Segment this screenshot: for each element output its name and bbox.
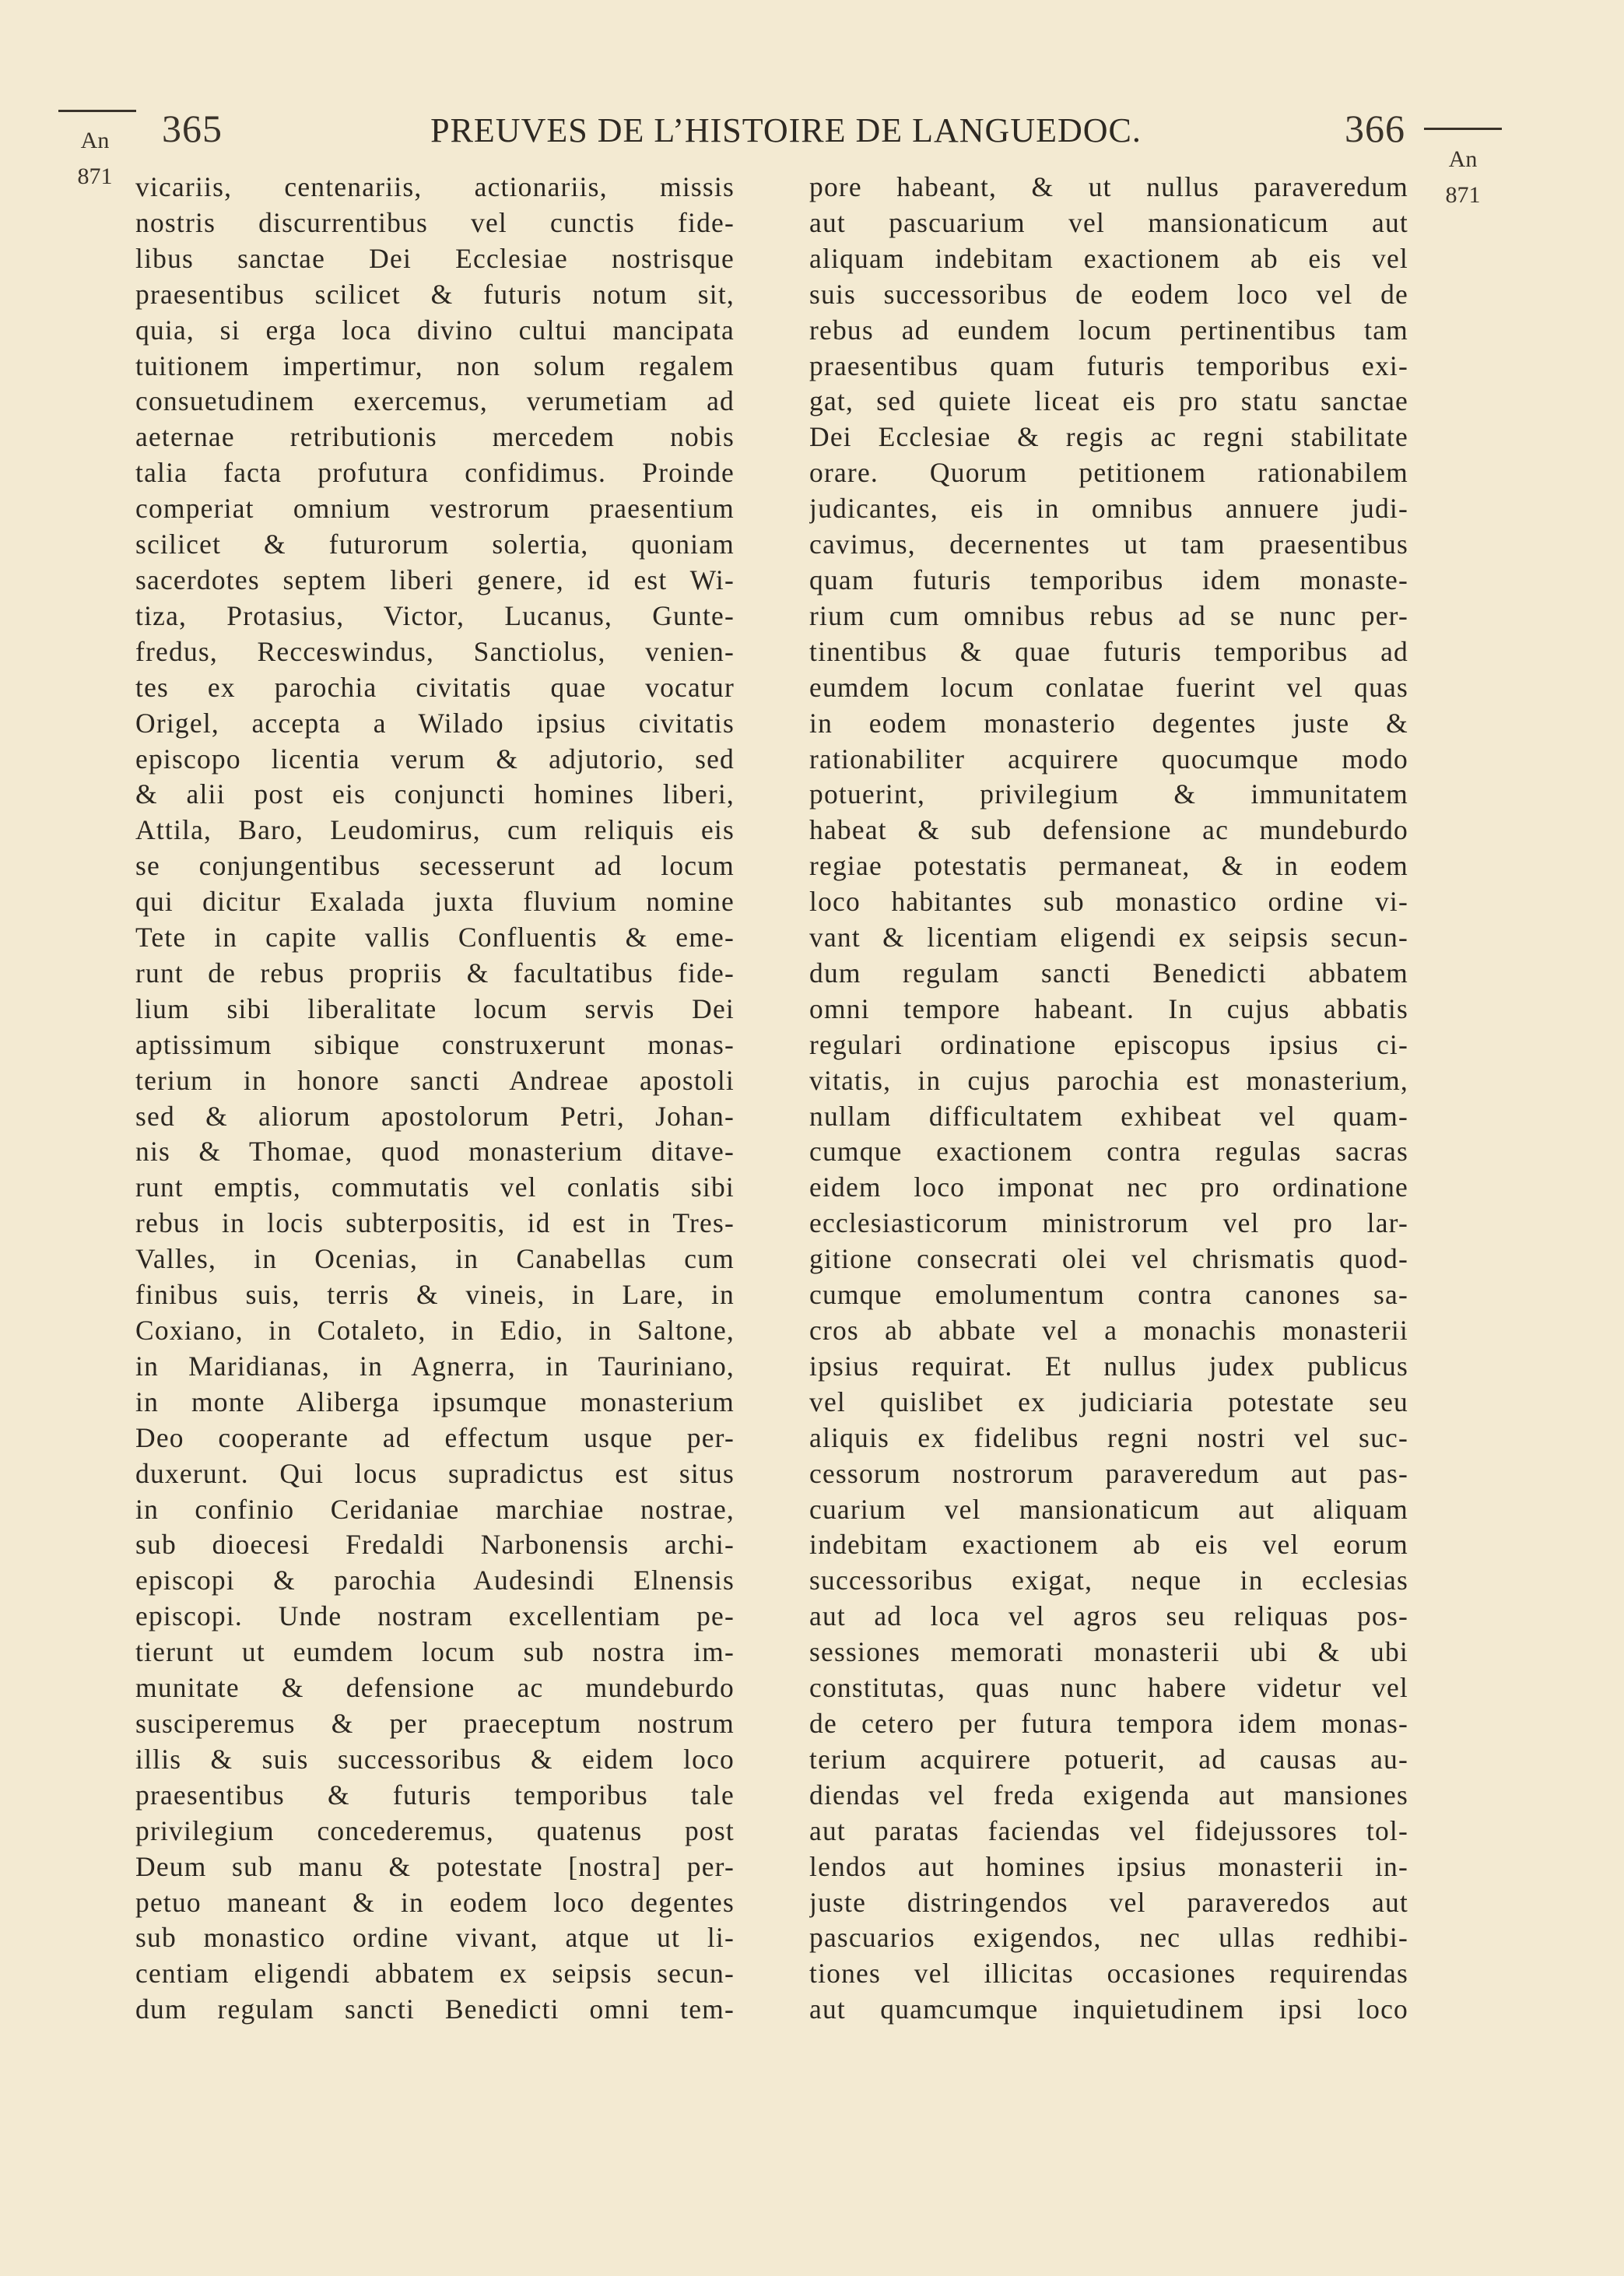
text-line: tuitionem impertimur, non solum regalem (135, 349, 735, 381)
text-line: duxerunt. Qui locus supradictus est situs (135, 1457, 735, 1489)
text-line: praesentibus quam futuris temporibus exi- (809, 349, 1408, 381)
right-margin-label: An (1448, 146, 1478, 172)
text-line: in Maridianas, in Agnerra, in Tauriniano, (135, 1350, 735, 1382)
text-line: scilicet & futurorum solertia, quoniam (135, 529, 735, 560)
text-line: rationabiliter acquirere quocumque modo (809, 743, 1408, 774)
text-line: judicantes, eis in omnibus annuere judi- (809, 493, 1408, 525)
text-line: se conjungentibus secesserunt ad locum (135, 850, 735, 882)
text-line: aliquam indebitam exactionem ab eis vel (809, 242, 1408, 274)
text-line: qui dicitur Exalada juxta fluvium nomine (135, 886, 735, 918)
text-line: nostris discurrentibus vel cunctis fide- (135, 206, 735, 238)
running-title: PREUVES DE L’HISTOIRE DE LANGUEDOC. (430, 111, 1142, 149)
text-line: centiam eligendi abbatem ex seipsis secun- (135, 1958, 735, 1990)
left-margin-year: 871 (77, 163, 113, 189)
text-line: Coxiano, in Cotaleto, in Edio, in Saltone, (135, 1315, 735, 1346)
text-line: rium cum omnibus rebus ad se nunc per- (809, 599, 1408, 631)
left-margin-label: An (80, 128, 110, 153)
text-line: Valles, in Ocenias, in Canabellas cum (135, 1243, 735, 1275)
text-line: nullam difficultatem exhibeat vel quam- (809, 1100, 1408, 1132)
text-line: Deum sub manu & potestate [nostra] per- (135, 1850, 735, 1882)
text-line: episcopo licentia verum & adjutorio, sed (135, 743, 735, 774)
text-line: eidem loco imponat nec pro ordinatione (809, 1171, 1408, 1203)
text-line: gitione consecrati olei vel chrismatis quod- (809, 1243, 1408, 1275)
text-line: susciperemus & per praeceptum nostrum (135, 1707, 735, 1739)
text-line: suis successoribus de eodem loco vel de (809, 278, 1408, 310)
text-line: & alii post eis conjuncti homines liberi, (135, 778, 735, 810)
text-line: Origel, accepta a Wilado ipsius civitatis (135, 707, 735, 739)
text-line: aut ad loca vel agros seu reliquas pos- (809, 1600, 1408, 1632)
text-line: constitutas, quas nunc habere videtur vel (809, 1672, 1408, 1704)
text-line: cuarium vel mansionaticum aut aliquam (809, 1493, 1408, 1525)
text-line: successoribus exigat, neque in ecclesias (809, 1565, 1408, 1596)
text-line: Deo cooperante ad effectum usque per- (135, 1421, 735, 1453)
text-line: dum regulam sancti Benedicti omni tem- (135, 1993, 735, 2025)
right-header-rule (1424, 128, 1502, 130)
text-line: habeat & sub defensione ac mundeburdo (809, 814, 1408, 846)
text-line: Attila, Baro, Leudomirus, cum reliquis eis (135, 814, 735, 846)
text-line: sacerdotes septem liberi genere, id est Wi- (135, 564, 735, 595)
text-line: Tete in capite vallis Confluentis & eme- (135, 922, 735, 954)
text-line: sub dioecesi Fredaldi Narbonensis archi- (135, 1529, 735, 1561)
text-line: sessiones memorati monasterii ubi & ubi (809, 1636, 1408, 1668)
text-line: sub monastico ordine vivant, atque ut li- (135, 1922, 735, 1954)
page-number-left: 365 (162, 107, 223, 150)
text-line: aut quamcumque inquietudinem ipsi loco (809, 1993, 1408, 2025)
text-line: vitatis, in cujus parochia est monasterium, (809, 1064, 1408, 1096)
text-line: omni tempore habeant. In cujus abbatis (809, 992, 1408, 1024)
text-line: cessorum nostrorum paraveredum aut pas- (809, 1457, 1408, 1489)
text-line: privilegium concederemus, quatenus post (135, 1814, 735, 1846)
right-text-column (809, 170, 1408, 2028)
page-number-right: 366 (1345, 107, 1405, 150)
left-header-rule (58, 110, 136, 112)
text-line: indebitam exactionem ab eis vel eorum (809, 1529, 1408, 1561)
text-line: in eodem monasterio degentes juste & (809, 707, 1408, 739)
text-line: vicariis, centenariis, actionariis, missis (135, 171, 735, 202)
text-line: terium acquirere potuerit, ad causas au- (809, 1743, 1408, 1775)
text-line: praesentibus scilicet & futuris notum sit, (135, 278, 735, 310)
text-line: petuo maneant & in eodem loco degentes (135, 1886, 735, 1918)
right-margin-year: 871 (1445, 182, 1481, 208)
text-line: aeternae retributionis mercedem nobis (135, 421, 735, 453)
text-line: aut paratas faciendas vel fidejussores tol- (809, 1814, 1408, 1846)
text-line: rebus in locis subterpositis, id est in Tres- (135, 1207, 735, 1239)
text-line: diendas vel freda exigenda aut mansiones (809, 1779, 1408, 1811)
text-line: quam futuris temporibus idem monaste- (809, 564, 1408, 595)
text-line: aliquis ex fidelibus regni nostri vel suc- (809, 1421, 1408, 1453)
text-line: finibus suis, terris & vineis, in Lare, in (135, 1279, 735, 1311)
text-line: regiae potestatis permaneat, & in eodem (809, 850, 1408, 882)
text-line: juste distringendos vel paraveredos aut (809, 1886, 1408, 1918)
text-line: cavimus, decernentes ut tam praesentibus (809, 529, 1408, 560)
text-line: in confinio Ceridaniae marchiae nostrae, (135, 1493, 735, 1525)
text-line: Dei Ecclesiae & regis ac regni stabilitate (809, 421, 1408, 453)
text-line: libus sanctae Dei Ecclesiae nostrisque (135, 242, 735, 274)
text-line: episcopi & parochia Audesindi Elnensis (135, 1565, 735, 1596)
text-line: orare. Quorum petitionem rationabilem (809, 457, 1408, 489)
text-line: comperiat omnium vestrorum praesentium (135, 493, 735, 525)
text-line: runt emptis, commutatis vel conlatis sibi (135, 1171, 735, 1203)
text-line: tierunt ut eumdem locum sub nostra im- (135, 1636, 735, 1668)
text-line: nis & Thomae, quod monasterium ditave- (135, 1136, 735, 1168)
text-line: praesentibus & futuris temporibus tale (135, 1779, 735, 1811)
text-line: sed & aliorum apostolorum Petri, Johan- (135, 1100, 735, 1132)
text-line: aut pascuarium vel mansionaticum aut (809, 206, 1408, 238)
text-line: fredus, Recceswindus, Sanctiolus, venien- (135, 635, 735, 667)
text-line: rebus ad eundem locum pertinentibus tam (809, 314, 1408, 346)
left-margin-note (72, 126, 118, 191)
text-line: illis & suis successoribus & eidem loco (135, 1743, 735, 1775)
text-line: tiza, Protasius, Victor, Lucanus, Gunte- (135, 599, 735, 631)
text-line: cumque exactionem contra regulas sacras (809, 1136, 1408, 1168)
text-line: de cetero per futura tempora idem monas- (809, 1707, 1408, 1739)
text-line: cros ab abbate vel a monachis monasterii (809, 1315, 1408, 1346)
text-line: ecclesiasticorum ministrorum vel pro lar- (809, 1207, 1408, 1239)
text-line: regulari ordinatione episcopus ipsius ci- (809, 1028, 1408, 1060)
text-line: terium in honore sancti Andreae apostoli (135, 1064, 735, 1096)
text-line: pascuarios exigendos, nec ullas redhibi- (809, 1922, 1408, 1954)
text-line: tes ex parochia civitatis quae vocatur (135, 671, 735, 703)
text-line: vant & licentiam eligendi ex seipsis secun- (809, 922, 1408, 954)
text-line: lendos aut homines ipsius monasterii in- (809, 1850, 1408, 1882)
text-line: loco habitantes sub monastico ordine vi- (809, 886, 1408, 918)
text-line: lium sibi liberalitate locum servis Dei (135, 992, 735, 1024)
text-line: aptissimum sibique construxerunt monas- (135, 1028, 735, 1060)
text-line: potuerint, privilegium & immunitatem (809, 778, 1408, 810)
text-line: pore habeant, & ut nullus paraveredum (809, 171, 1408, 202)
text-line: eumdem locum conlatae fuerint vel quas (809, 671, 1408, 703)
text-line: gat, sed quiete liceat eis pro statu sanctae (809, 385, 1408, 417)
text-line: consuetudinem exercemus, verumetiam ad (135, 385, 735, 417)
right-margin-note (1440, 145, 1486, 210)
left-text-column (135, 170, 735, 2028)
text-line: cumque emolumentum contra canones sa- (809, 1279, 1408, 1311)
text-line: runt de rebus propriis & facultatibus fide- (135, 957, 735, 989)
text-line: vel quislibet ex judiciaria potestate seu (809, 1386, 1408, 1417)
text-line: tiones vel illicitas occasiones requirendas (809, 1958, 1408, 1990)
text-line: episcopi. Unde nostram excellentiam pe- (135, 1600, 735, 1632)
text-line: dum regulam sancti Benedicti abbatem (809, 957, 1408, 989)
text-line: tinentibus & quae futuris temporibus ad (809, 635, 1408, 667)
text-line: talia facta profutura confidimus. Proinde (135, 457, 735, 489)
text-line: ipsius requirat. Et nullus judex publicus (809, 1350, 1408, 1382)
text-line: in monte Aliberga ipsumque monasterium (135, 1386, 735, 1417)
text-line: munitate & defensione ac mundeburdo (135, 1672, 735, 1704)
text-line: quia, si erga loca divino cultui mancipata (135, 314, 735, 346)
